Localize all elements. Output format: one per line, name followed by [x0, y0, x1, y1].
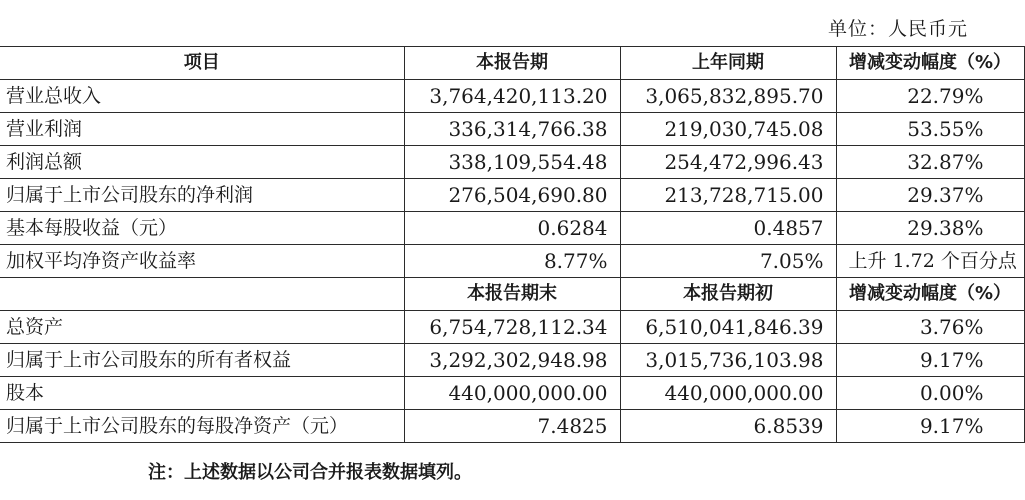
- table-row: [0, 146, 1024, 179]
- row-change: 53.55%: [836, 113, 1024, 146]
- row-change: 9.17%: [836, 344, 1024, 377]
- row-label: 股本: [0, 377, 404, 410]
- row-prior: 440,000,000.00: [620, 377, 836, 410]
- row-current: 0.6284: [404, 212, 620, 245]
- row-prior: 213,728,715.00: [620, 179, 836, 212]
- footnote: 注：上述数据以公司合并报表数据填列。: [148, 462, 472, 483]
- row-current: 336,314,766.38: [404, 113, 620, 146]
- row-change: 9.17%: [836, 410, 1024, 443]
- row-label: 归属于上市公司股东的每股净资产（元）: [0, 410, 404, 443]
- row-label: 营业总收入: [0, 80, 404, 113]
- row-current: 8.77%: [404, 245, 620, 278]
- unit-label: 单位：人民币元: [827, 18, 968, 40]
- row-prior: 6.8539: [620, 410, 836, 443]
- row-prior: 7.05%: [620, 245, 836, 278]
- row-change: 22.79%: [836, 80, 1024, 113]
- row-label: 利润总额: [0, 146, 404, 179]
- row-prior: 254,472,996.43: [620, 146, 836, 179]
- financial-summary-table: [0, 46, 1025, 443]
- table-header-row: [0, 47, 1024, 80]
- row-change: 3.76%: [836, 311, 1024, 344]
- row-prior: 3,065,832,895.70: [620, 80, 836, 113]
- row-current: 440,000,000.00: [404, 377, 620, 410]
- table-row: [0, 311, 1024, 344]
- row-prior: 3,015,736,103.98: [620, 344, 836, 377]
- table-row: [0, 245, 1024, 278]
- row-change: 0.00%: [836, 377, 1024, 410]
- row-current: 3,292,302,948.98: [404, 344, 620, 377]
- subheader-change: 增减变动幅度（%）: [836, 278, 1024, 311]
- row-current: 3,764,420,113.20: [404, 80, 620, 113]
- table-row: [0, 344, 1024, 377]
- row-change: 29.37%: [836, 179, 1024, 212]
- subheader-period-start: 本报告期初: [620, 278, 836, 311]
- row-current: 7.4825: [404, 410, 620, 443]
- header-prior-period: 上年同期: [620, 47, 836, 80]
- row-label: 归属于上市公司股东的所有者权益: [0, 344, 404, 377]
- table-row: [0, 179, 1024, 212]
- table-subheader-row: [0, 278, 1024, 311]
- table-row: [0, 80, 1024, 113]
- row-label: 总资产: [0, 311, 404, 344]
- table-row: [0, 377, 1024, 410]
- row-label: 加权平均净资产收益率: [0, 245, 404, 278]
- row-current: 276,504,690.80: [404, 179, 620, 212]
- header-current-period: 本报告期: [404, 47, 620, 80]
- table-row: [0, 212, 1024, 245]
- header-item: 项目: [0, 47, 404, 80]
- row-label: 归属于上市公司股东的净利润: [0, 179, 404, 212]
- table-row: [0, 410, 1024, 443]
- row-change: 29.38%: [836, 212, 1024, 245]
- row-change: 上升 1.72 个百分点: [836, 245, 1024, 278]
- row-current: 6,754,728,112.34: [404, 311, 620, 344]
- row-prior: 219,030,745.08: [620, 113, 836, 146]
- row-prior: 6,510,041,846.39: [620, 311, 836, 344]
- row-label: 营业利润: [0, 113, 404, 146]
- row-change: 32.87%: [836, 146, 1024, 179]
- subheader-period-end: 本报告期末: [404, 278, 620, 311]
- table-row: [0, 113, 1024, 146]
- header-change: 增减变动幅度（%）: [836, 47, 1024, 80]
- row-current: 338,109,554.48: [404, 146, 620, 179]
- row-prior: 0.4857: [620, 212, 836, 245]
- subheader-item: [0, 278, 404, 311]
- row-label: 基本每股收益（元）: [0, 212, 404, 245]
